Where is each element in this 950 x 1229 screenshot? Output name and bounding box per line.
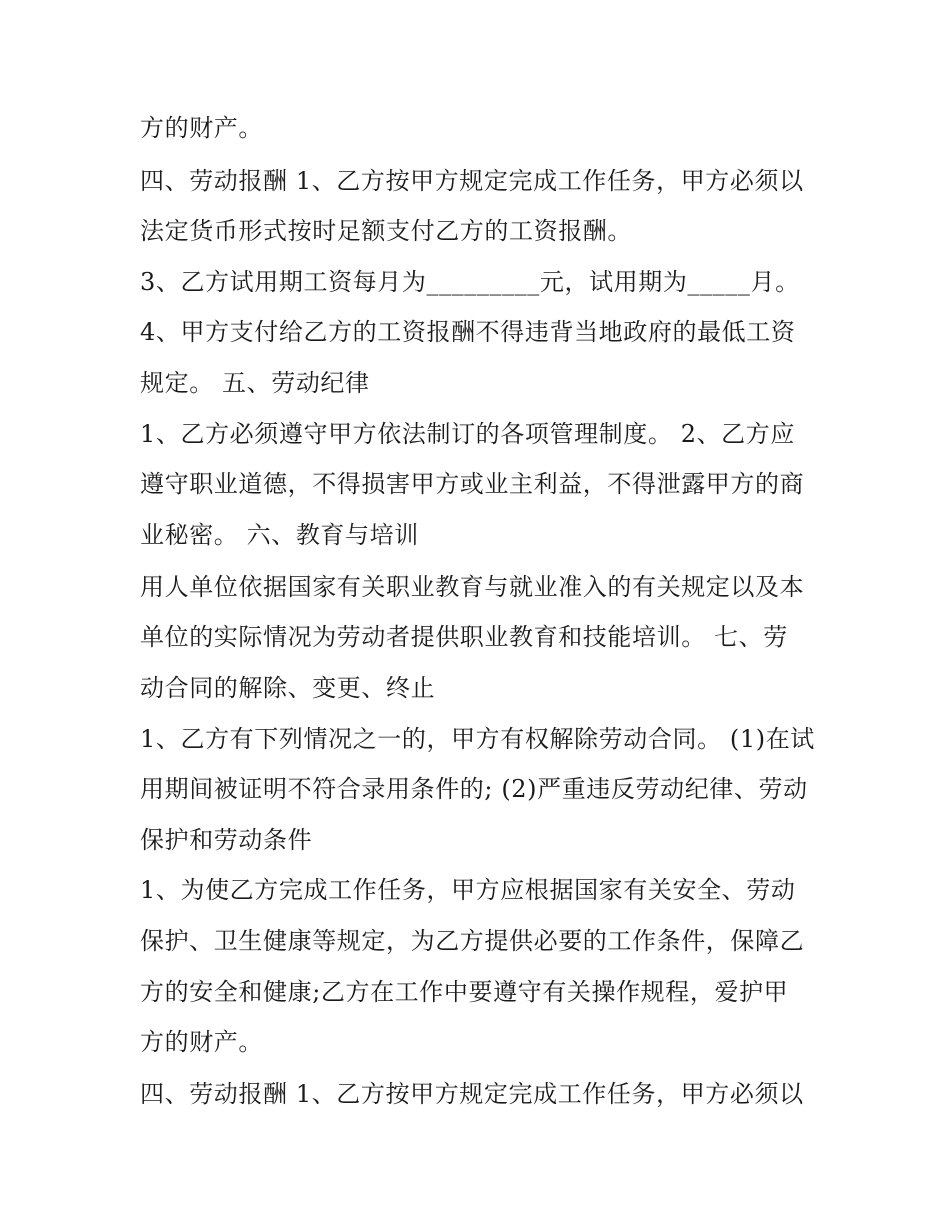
text-line: 动合同的解除、变更、终止 bbox=[140, 674, 436, 702]
text-line: 遵守职业道德，不得损害甲方或业主利益，不得泄露甲方的商 bbox=[140, 470, 805, 498]
text-line: 用期间被证明不符合录用条件的; (2)严重违反劳动纪律、劳动 bbox=[140, 775, 808, 803]
text-line: 方的安全和健康;乙方在工作中要遵守有关操作规程，爱护甲 bbox=[140, 978, 789, 1006]
text-line: 方的财产。 bbox=[140, 114, 263, 142]
text-line: 4、甲方支付给乙方的工资报酬不得违背当地政府的最低工资 bbox=[140, 318, 796, 346]
text-line: 保护、卫生健康等规定，为乙方提供必要的工作条件，保障乙 bbox=[140, 927, 805, 955]
text-line: 四、劳动报酬 1、乙方按甲方规定完成工作任务，甲方必须以 bbox=[140, 1080, 804, 1108]
text-line: 四、劳动报酬 1、乙方按甲方规定完成工作任务，甲方必须以 bbox=[140, 167, 804, 195]
text-line: 1、为使乙方完成工作任务，甲方应根据国家有关安全、劳动 bbox=[140, 876, 796, 904]
text-line: 法定货币形式按时足额支付乙方的工资报酬。 bbox=[140, 217, 632, 245]
text-line: 单位的实际情况为劳动者提供职业教育和技能培训。 七、劳 bbox=[140, 623, 788, 651]
text-line: 1、乙方必须遵守甲方依法制订的各项管理制度。 2、乙方应 bbox=[140, 420, 795, 448]
text-line: 方的财产。 bbox=[140, 1028, 263, 1056]
text-line: 业秘密。 六、教育与培训 bbox=[140, 521, 419, 549]
text-line: 规定。 五、劳动纪律 bbox=[140, 369, 370, 397]
text-line: 用人单位依据国家有关职业教育与就业准入的有关规定以及本 bbox=[140, 573, 805, 601]
text-line: 3、乙方试用期工资每月为_________元，试用期为_____月。 bbox=[140, 268, 800, 296]
text-line: 1、乙方有下列情况之一的，甲方有权解除劳动合同。 (1)在试 bbox=[140, 725, 815, 753]
text-line: 保护和劳动条件 bbox=[140, 826, 313, 854]
